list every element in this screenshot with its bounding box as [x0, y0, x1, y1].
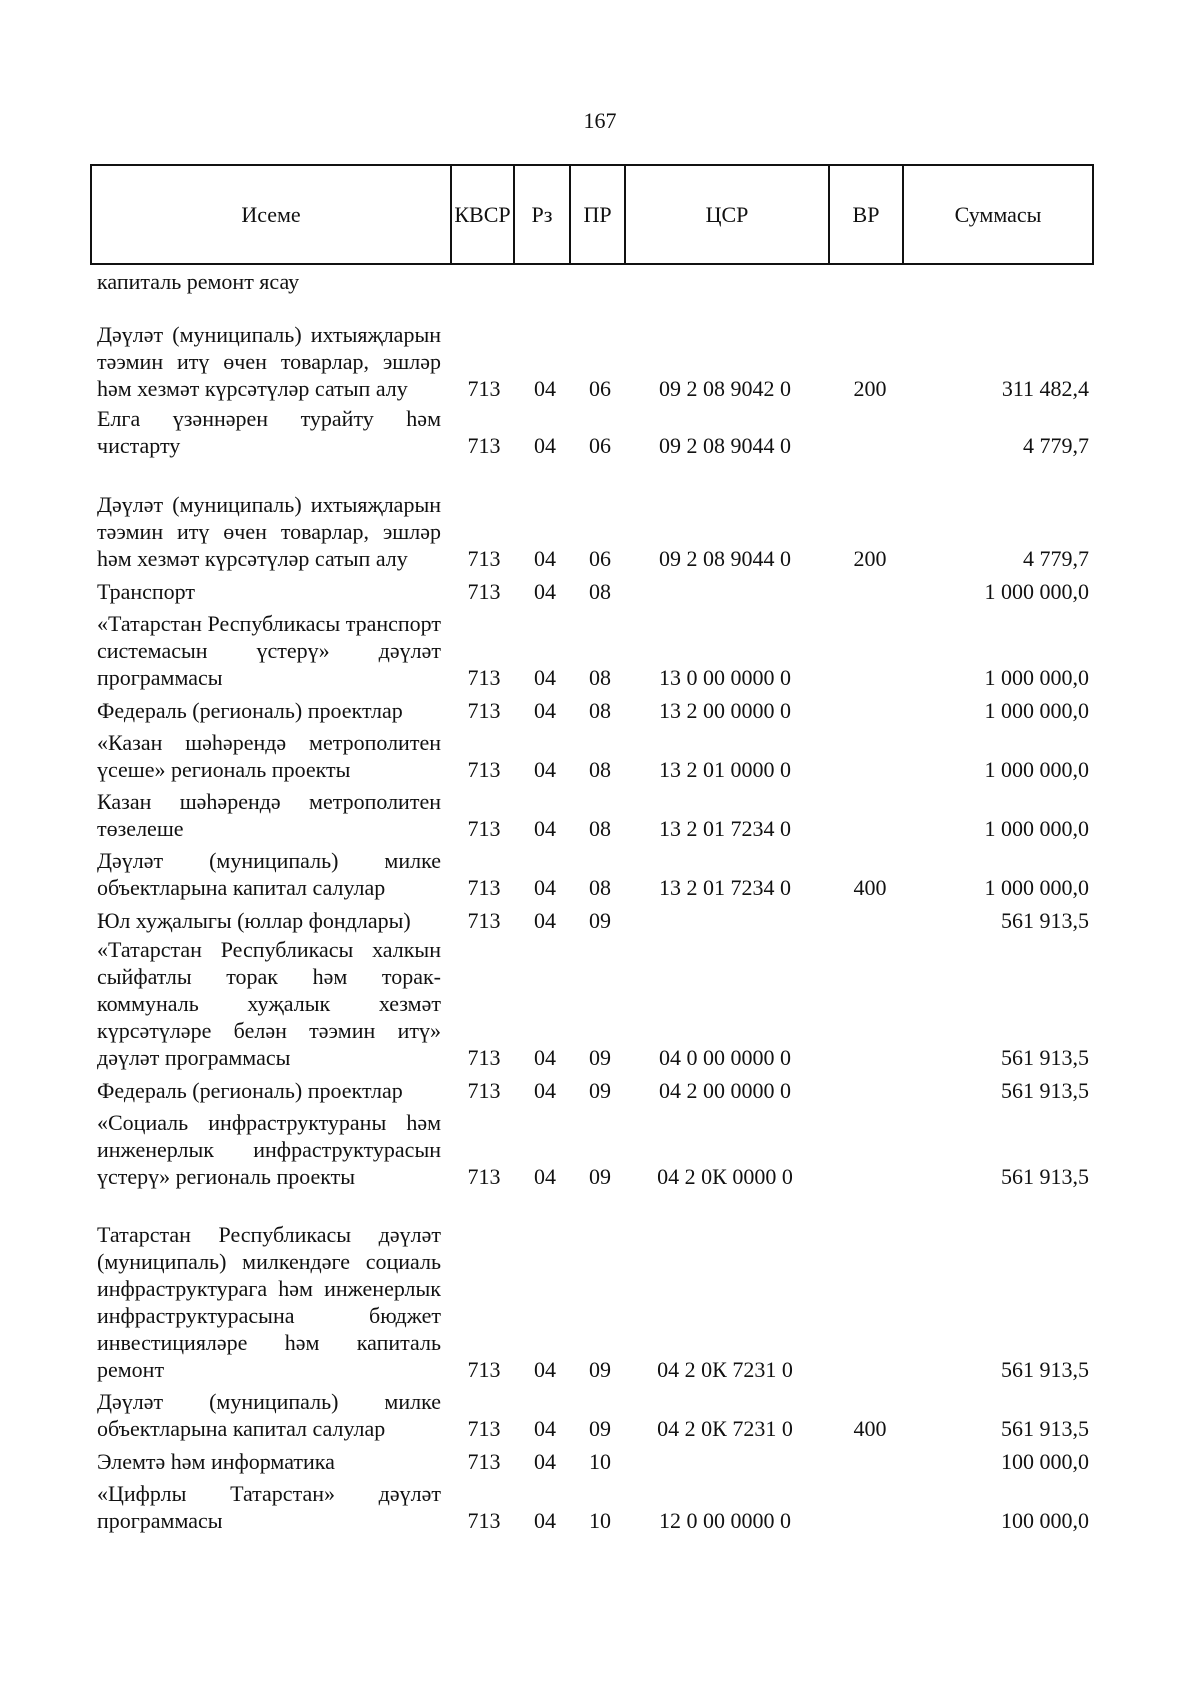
row-sum: 100 000,0 — [1001, 1508, 1089, 1533]
row-pr: 08 — [589, 816, 611, 841]
row-csr: 04 0 00 0000 0 — [659, 1045, 791, 1070]
row-sum: 1 000 000,0 — [984, 698, 1089, 723]
header-name: Исеме — [92, 166, 452, 263]
row-pr: 09 — [589, 1078, 611, 1103]
row-csr: 04 2 0К 0000 0 — [657, 1164, 793, 1189]
row-sum: 561 913,5 — [1001, 1045, 1089, 1070]
row-pr: 10 — [589, 1449, 611, 1474]
row-csr: 09 2 08 9044 0 — [659, 546, 791, 571]
row-sum: 1 000 000,0 — [984, 875, 1089, 900]
row-name: «Татарстан Республикасы транспорт системасын үстерү» дәүләт программасы — [97, 611, 441, 690]
row-kvsr: 713 — [467, 698, 501, 723]
row-pr: 06 — [589, 376, 611, 401]
row-pr: 08 — [589, 875, 611, 900]
row-csr: 04 2 00 0000 0 — [659, 1078, 791, 1103]
row-rz: 04 — [534, 908, 556, 933]
row-pr: 08 — [589, 665, 611, 690]
row-kvsr: 713 — [467, 1357, 501, 1382]
row-name: Казан шәһәрендә метрополитен төзелеше — [97, 789, 441, 841]
row-kvsr: 713 — [467, 1508, 501, 1533]
row-pr: 06 — [589, 546, 611, 571]
row-csr: 12 0 00 0000 0 — [659, 1508, 791, 1533]
row-name: Елга үзәннәрен турайту һәм чистарту — [97, 406, 441, 458]
row-sum: 561 913,5 — [1001, 1078, 1089, 1103]
row-vr: 200 — [853, 376, 887, 401]
row-name: Юл хуҗалыгы (юллар фондлары) — [97, 908, 411, 933]
row-rz: 04 — [534, 1508, 556, 1533]
row-name: капиталь ремонт ясау — [97, 269, 300, 294]
row-pr: 09 — [589, 1164, 611, 1189]
header-pr: ПР — [571, 166, 626, 263]
header-vr: ВР — [830, 166, 904, 263]
row-sum: 4 779,7 — [1023, 433, 1089, 458]
row-kvsr: 713 — [467, 875, 501, 900]
row-sum: 311 482,4 — [1001, 376, 1089, 401]
row-kvsr: 713 — [467, 1078, 501, 1103]
row-csr: 13 2 01 7234 0 — [659, 816, 791, 841]
row-rz: 04 — [534, 875, 556, 900]
row-kvsr: 713 — [467, 546, 501, 571]
row-kvsr: 713 — [467, 1045, 501, 1070]
row-pr: 09 — [589, 1045, 611, 1070]
row-rz: 04 — [534, 665, 556, 690]
row-rz: 04 — [534, 376, 556, 401]
row-rz: 04 — [534, 579, 556, 604]
row-vr: 400 — [853, 875, 887, 900]
row-sum: 1 000 000,0 — [984, 757, 1089, 782]
row-name: «Социаль инфраструктураны һәм инженерлык инфраструктурасын үстерү» региональ проекты — [97, 1110, 441, 1189]
row-csr: 04 2 0К 7231 0 — [657, 1357, 793, 1382]
row-csr: 04 2 0К 7231 0 — [657, 1416, 793, 1441]
row-kvsr: 713 — [467, 908, 501, 933]
row-name: «Татарстан Республикасы халкын сыйфатлы торак һәм торак-коммуналь хуҗалык хезмәт күрсәтүләре белән тәэмин итү» дәүләт программасы — [97, 937, 441, 1070]
row-rz: 04 — [534, 546, 556, 571]
header-csr: ЦСР — [626, 166, 830, 263]
row-csr: 13 2 01 7234 0 — [659, 875, 791, 900]
row-rz: 04 — [534, 1357, 556, 1382]
row-kvsr: 713 — [467, 665, 501, 690]
row-kvsr: 713 — [467, 757, 501, 782]
row-sum: 1 000 000,0 — [984, 816, 1089, 841]
row-rz: 04 — [534, 1449, 556, 1474]
row-rz: 04 — [534, 1164, 556, 1189]
row-vr: 400 — [853, 1416, 887, 1441]
row-sum: 561 913,5 — [1001, 1357, 1089, 1382]
row-pr: 09 — [589, 908, 611, 933]
row-csr: 09 2 08 9044 0 — [659, 433, 791, 458]
header-kvsr: КВСР — [452, 166, 515, 263]
row-sum: 561 913,5 — [1001, 1164, 1089, 1189]
row-sum: 561 913,5 — [1001, 908, 1089, 933]
row-pr: 08 — [589, 757, 611, 782]
row-name: Дәүләт (муниципаль) милке объектларына капитал салулар — [97, 848, 441, 900]
row-name: Федераль (региональ) проектлар — [97, 1078, 403, 1103]
row-rz: 04 — [534, 757, 556, 782]
header-rz: Рз — [515, 166, 571, 263]
row-name: Федераль (региональ) проектлар — [97, 698, 403, 723]
row-sum: 1 000 000,0 — [984, 579, 1089, 604]
row-pr: 09 — [589, 1416, 611, 1441]
row-csr: 13 2 00 0000 0 — [659, 698, 791, 723]
row-pr: 09 — [589, 1357, 611, 1382]
row-csr: 13 0 00 0000 0 — [659, 665, 791, 690]
row-sum: 1 000 000,0 — [984, 665, 1089, 690]
row-name: Дәүләт (муниципаль) милке объектларына капитал салулар — [97, 1389, 441, 1441]
row-kvsr: 713 — [467, 1449, 501, 1474]
row-name: «Цифрлы Татарстан» дәүләт программасы — [97, 1481, 441, 1533]
row-kvsr: 713 — [467, 1164, 501, 1189]
row-rz: 04 — [534, 433, 556, 458]
row-name: Элемтә һәм информатика — [97, 1449, 335, 1474]
row-name: Транспорт — [97, 579, 196, 604]
row-name: Татарстан Республикасы дәүләт (муниципаль) милкендәге социаль инфраструктурага һәм инженерлык инфраструктурасына бюджет инвестицияләре һәм капиталь ремонт — [97, 1222, 441, 1382]
row-rz: 04 — [534, 1045, 556, 1070]
row-name: «Казан шәһәрендә метрополитен үсеше» региональ проекты — [97, 730, 441, 782]
row-kvsr: 713 — [467, 579, 501, 604]
row-sum: 100 000,0 — [1001, 1449, 1089, 1474]
header-sum: Суммасы — [954, 201, 1042, 227]
row-rz: 04 — [534, 1078, 556, 1103]
row-name: Дәүләт (муниципаль) ихтыяҗларын тәэмин итү өчен товарлар, эшләр һәм хезмәт күрсәтүләр сатып алу — [97, 322, 441, 401]
page-number: 167 — [583, 108, 617, 133]
row-name: Дәүләт (муниципаль) ихтыяҗларын тәэмин итү өчен товарлар, эшләр һәм хезмәт күрсәтүләр сатып алу — [97, 492, 441, 571]
row-rz: 04 — [534, 816, 556, 841]
row-kvsr: 713 — [467, 376, 501, 401]
row-kvsr: 713 — [467, 433, 501, 458]
row-csr: 13 2 01 0000 0 — [659, 757, 791, 782]
row-sum: 561 913,5 — [1001, 1416, 1089, 1441]
row-pr: 06 — [589, 433, 611, 458]
row-pr: 08 — [589, 698, 611, 723]
row-vr: 200 — [853, 546, 887, 571]
row-csr: 09 2 08 9042 0 — [659, 376, 791, 401]
row-rz: 04 — [534, 698, 556, 723]
row-sum: 4 779,7 — [1023, 546, 1089, 571]
row-kvsr: 713 — [467, 1416, 501, 1441]
row-kvsr: 713 — [467, 816, 501, 841]
row-rz: 04 — [534, 1416, 556, 1441]
row-pr: 08 — [589, 579, 611, 604]
row-pr: 10 — [589, 1508, 611, 1533]
